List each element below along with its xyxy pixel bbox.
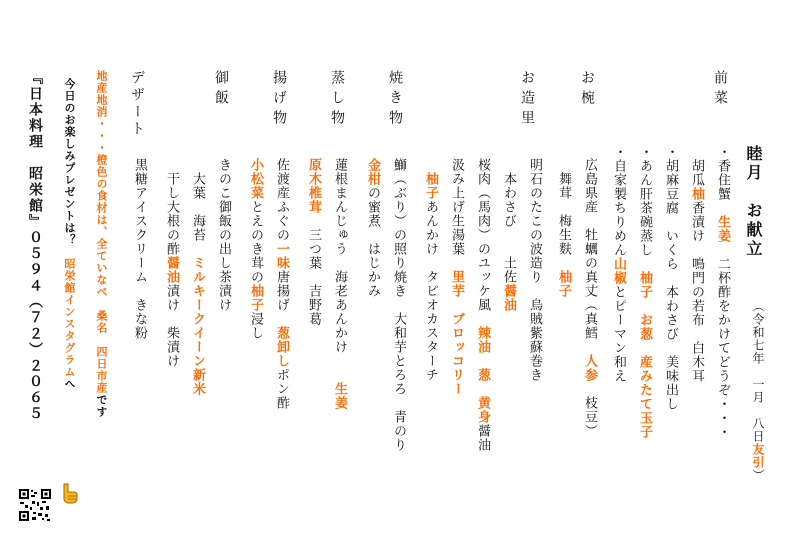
course-zensai: 前菜 [712, 70, 728, 110]
gohan-line-2: 大葉 海苔 ミルキークイーン新米 [190, 158, 205, 396]
course-otsukuri: お造里 [519, 70, 535, 130]
menu-title: 睦月 お献立 [744, 145, 763, 259]
instagram-link[interactable]: 昭栄館インスタグラム [63, 258, 76, 378]
gohan-line-1: きのこ御飯の出し茶漬け [216, 158, 231, 312]
zensai-line-4: ・あん肝茶碗蒸し 柚子 お葱 産みたて玉子 [637, 145, 652, 439]
owan-line-1: 広島県産 牡蠣の真丈（真鱈 人参 枝豆） [582, 158, 597, 438]
menu-date: （令和七年 一月 八日友引） [751, 300, 765, 482]
course-gohan: 御飯 [213, 70, 229, 110]
dessert-line-1: 黒糖アイスクリーム きな粉 [132, 158, 147, 340]
tsukuri-line-1: 明石のたこの波造り 烏賊紫蘇巻き [527, 158, 542, 382]
yaki-line-2: 金柑の蜜煮 はじかみ [365, 158, 380, 298]
local-note: 地産地消・・・橙色の食材は、全ていなべ 桑名 四日市産です [95, 70, 108, 418]
present-note: 今日のお楽しみプレゼントは？ 昭栄館インスタグラムへ [63, 78, 76, 390]
owan-line-2: 舞茸 梅生麩 柚子 [556, 158, 571, 298]
zensai-line-5: ・自家製ちりめん山椒とピーマン和え [611, 145, 626, 383]
zensai-line-3: ・胡麻豆腐 いくら 本わさび 美味出し [663, 145, 678, 411]
tsukuri-line-5: 柚子あんかけ タピオカスターチ [423, 172, 438, 382]
age-line-2: 小松菜とえのき茸の柚子浸し [248, 158, 263, 340]
tsukuri-line-3: 桜肉（馬肉）のユッケ風 辣油 葱 黄身醤油 [475, 158, 490, 452]
date-highlight: 友引 [751, 443, 765, 469]
tsukuri-line-2: 本わさび 土佐醤油 [501, 158, 516, 312]
zensai-line-1: ・香住蟹 生姜 二杯酢をかけてどうぞ・・・ [715, 145, 730, 439]
zensai-line-2: 胡瓜柚香漬け 鳴門の若布 白木耳 [689, 145, 704, 383]
gohan-line-3: 干し大根の酢醤油漬け 柴漬け [164, 158, 179, 368]
course-yakimono: 焼き物 [387, 70, 403, 130]
course-owan: お椀 [579, 70, 595, 110]
pointing-hand-icon [60, 482, 80, 504]
course-dessert: デザート [129, 70, 145, 138]
course-agemono: 揚げ物 [271, 70, 287, 130]
course-mushimono: 蒸し物 [329, 70, 345, 130]
qr-code-icon[interactable] [18, 488, 52, 522]
footer-contact: 『日本料理 昭栄館』０５９４（７２）２０６５ [27, 70, 43, 422]
mushi-line-1: 蓮根まんじゅう 海老あんかけ 生姜 [332, 158, 347, 410]
tsukuri-line-4: 汲み上げ生湯葉 里芋 ブロッコリー [449, 158, 464, 396]
age-line-1: 佐渡産ふぐの一味唐揚げ 葱卸しポン酢 [274, 158, 289, 410]
yaki-line-1: 鰤（ぶり）の照り焼き 大和芋とろろ 青のり [391, 158, 406, 452]
mushi-line-2: 原木椎茸 三つ葉 吉野葛 [306, 158, 321, 326]
